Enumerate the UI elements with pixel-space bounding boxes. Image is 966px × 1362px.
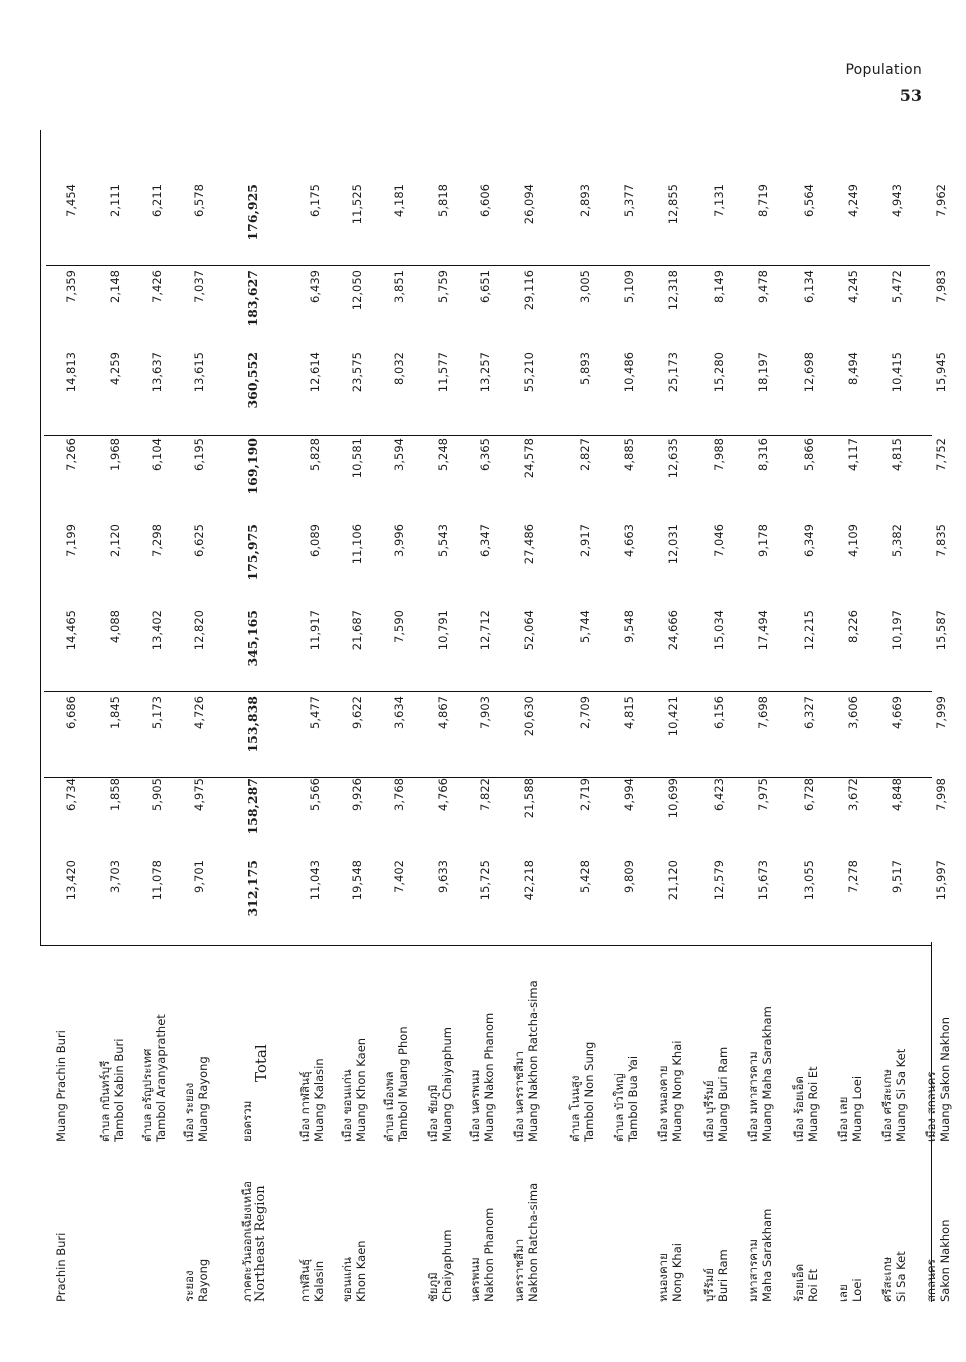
population-value: 14,813: [64, 352, 78, 393]
population-value: 15,587: [934, 610, 948, 651]
province-thai: ร้อยเอ็ด: [792, 1263, 806, 1302]
population-value: 5,828: [308, 438, 322, 471]
district-english: Tambol Aranyaprathet: [154, 1014, 168, 1142]
district-english: Muang Chaiyaphum: [440, 1027, 454, 1142]
population-value: 10,486: [622, 352, 636, 393]
population-table: [40, 130, 952, 1302]
population-value: 7,962: [934, 184, 948, 217]
province-english: Kalasin: [312, 1260, 326, 1302]
population-value: 6,365: [478, 438, 492, 471]
population-value: 5,759: [436, 270, 450, 303]
district-english: Muang Maha Sarakham: [760, 1006, 774, 1142]
population-value: 7,359: [64, 270, 78, 303]
header-rule: [40, 130, 41, 946]
population-value: 3,672: [846, 778, 860, 811]
population-value: 4,848: [890, 778, 904, 811]
population-value: 2,893: [578, 184, 592, 217]
district-thai: เมือง ศรีสะเกษ: [880, 1069, 894, 1142]
population-value: 9,809: [622, 860, 636, 893]
population-value: 6,564: [802, 184, 816, 217]
district-english: Tambol Bua Yai: [626, 1055, 640, 1142]
population-value: 9,926: [350, 778, 364, 811]
population-value: 52,064: [522, 610, 536, 651]
province-thai: หนองคาย: [656, 1253, 670, 1302]
population-value: 6,347: [478, 524, 492, 557]
population-value: 10,415: [890, 352, 904, 393]
population-value: 4,088: [108, 610, 122, 643]
population-value: 7,402: [392, 860, 406, 893]
population-value: 5,109: [622, 270, 636, 303]
district-cell: [512, 934, 540, 1142]
population-value: 345,165: [245, 610, 260, 667]
population-value: 15,673: [756, 860, 770, 901]
province-english: Sakon Nakhon: [938, 1219, 952, 1302]
population-value: 158,287: [245, 778, 260, 835]
population-value: 6,439: [308, 270, 322, 303]
population-value: 3,996: [392, 524, 406, 557]
population-value: 4,994: [622, 778, 636, 811]
population-value: 4,885: [622, 438, 636, 471]
district-thai: เมือง ระยอง: [182, 1082, 196, 1142]
district-english: Muang Nong Khai: [670, 1040, 684, 1142]
population-value: 6,734: [64, 778, 78, 811]
population-value: 12,031: [666, 524, 680, 565]
population-value: 4,726: [192, 696, 206, 729]
province-cell: [512, 1152, 540, 1302]
population-value: 26,094: [522, 184, 536, 225]
population-value: 6,327: [802, 696, 816, 729]
district-thai: เมือง เลย: [836, 1096, 850, 1142]
province-english: Si Sa Ket: [894, 1251, 908, 1302]
district-thai: เมือง กาฬสินธุ์: [298, 1071, 312, 1142]
population-value: 5,566: [308, 778, 322, 811]
district-cell: [468, 934, 496, 1142]
population-value: 21,588: [522, 778, 536, 819]
population-value: 6,104: [150, 438, 164, 471]
population-value: 55,210: [522, 352, 536, 393]
population-value: 3,768: [392, 778, 406, 811]
district-english: Muang Loei: [850, 1075, 864, 1142]
population-value: 12,050: [350, 270, 364, 311]
population-value: 4,259: [108, 352, 122, 385]
district-english: Muang Prachin Buri: [54, 1030, 68, 1142]
population-value: 4,766: [436, 778, 450, 811]
population-value: 4,815: [890, 438, 904, 471]
district-thai: เมือง นครราชสีมา: [512, 1051, 526, 1142]
province-english: Loei: [850, 1278, 864, 1302]
population-value: 7,131: [712, 184, 726, 217]
population-value: 8,149: [712, 270, 726, 303]
population-value: 12,712: [478, 610, 492, 651]
population-value: 7,278: [846, 860, 860, 893]
population-value: 6,423: [712, 778, 726, 811]
district-thai: เมือง สกลนคร: [924, 1071, 938, 1142]
population-value: 8,032: [392, 352, 406, 385]
district-thai: เมือง บุรีรัมย์: [702, 1080, 716, 1142]
population-value: 1,858: [108, 778, 122, 811]
population-value: 11,106: [350, 524, 364, 565]
province-cell: [182, 1152, 210, 1302]
district-thai: ตำบล บัวใหญ่: [612, 1073, 626, 1142]
district-cell: [656, 934, 684, 1142]
population-value: 12,318: [666, 270, 680, 311]
population-value: 2,709: [578, 696, 592, 729]
population-value: 10,197: [890, 610, 904, 651]
population-value: 21,120: [666, 860, 680, 901]
population-value: 7,426: [150, 270, 164, 303]
province-thai: นครราชสีมา: [512, 1238, 526, 1302]
population-value: 15,280: [712, 352, 726, 393]
population-value: 7,454: [64, 184, 78, 217]
province-cell: [426, 1152, 454, 1302]
population-value: 11,525: [350, 184, 364, 225]
population-value: 11,577: [436, 352, 450, 393]
province-cell: [468, 1152, 496, 1302]
population-value: 12,614: [308, 352, 322, 393]
population-value: 24,578: [522, 438, 536, 479]
population-value: 5,818: [436, 184, 450, 217]
population-value: 8,316: [756, 438, 770, 471]
population-value: 4,669: [890, 696, 904, 729]
province-english: Prachin Buri: [54, 1232, 68, 1302]
province-cell: [54, 1152, 68, 1302]
district-english: Muang Nakhon Ratcha-sima: [526, 980, 540, 1142]
district-cell: [240, 934, 268, 1142]
province-english: Nong Khai: [670, 1243, 684, 1302]
population-value: 7,037: [192, 270, 206, 303]
population-value: 9,701: [192, 860, 206, 893]
population-value: 7,822: [478, 778, 492, 811]
population-value: 2,111: [108, 184, 122, 217]
population-value: 153,838: [245, 696, 260, 753]
province-cell: [924, 1152, 952, 1302]
district-cell: [836, 934, 864, 1142]
district-thai: ยอดรวม: [240, 1100, 254, 1142]
province-english: Rayong: [196, 1258, 210, 1302]
district-english: Muang Buri Ram: [716, 1046, 730, 1142]
population-value: 10,581: [350, 438, 364, 479]
district-english: Tambol Muang Phon: [396, 1026, 410, 1142]
population-value: 42,218: [522, 860, 536, 901]
population-value: 4,181: [392, 184, 406, 217]
population-value: 5,893: [578, 352, 592, 385]
district-cell: [702, 934, 730, 1142]
population-value: 2,120: [108, 524, 122, 557]
population-value: 6,134: [802, 270, 816, 303]
population-value: 10,421: [666, 696, 680, 737]
population-value: 17,494: [756, 610, 770, 651]
population-value: 10,699: [666, 778, 680, 819]
population-value: 6,195: [192, 438, 206, 471]
population-value: 11,917: [308, 610, 322, 651]
population-value: 18,197: [756, 352, 770, 393]
district-english: Tambol Kabin Buri: [112, 1038, 126, 1142]
district-english: Muang Si Sa Ket: [894, 1048, 908, 1142]
province-english: Nakhon Phanom: [482, 1207, 496, 1302]
population-value: 1,845: [108, 696, 122, 729]
population-value: 3,634: [392, 696, 406, 729]
population-value: 15,034: [712, 610, 726, 651]
district-cell: [612, 934, 640, 1142]
province-thai: นครพนม: [468, 1257, 482, 1302]
population-value: 312,175: [245, 860, 260, 917]
population-value: 6,625: [192, 524, 206, 557]
province-thai: ภาคตะวันออกเฉียงเหนือ: [240, 1181, 254, 1302]
table-row: [920, 130, 966, 1302]
population-value: 13,420: [64, 860, 78, 901]
population-value: 6,175: [308, 184, 322, 217]
district-cell: [54, 934, 68, 1142]
province-cell: [240, 1152, 268, 1302]
province-thai: ระยอง: [182, 1270, 196, 1302]
population-value: 7,903: [478, 696, 492, 729]
province-cell: [656, 1152, 684, 1302]
population-value: 1,968: [108, 438, 122, 471]
population-value: 6,728: [802, 778, 816, 811]
population-value: 7,698: [756, 696, 770, 729]
population-value: 6,606: [478, 184, 492, 217]
district-english: Muang Khon Kaen: [354, 1037, 368, 1142]
province-thai: เลย: [836, 1284, 850, 1302]
district-english: Muang Rayong: [196, 1056, 210, 1142]
district-english: Muang Roi Et: [806, 1066, 820, 1142]
province-thai: ชัยภูมิ: [426, 1272, 440, 1302]
population-value: 12,635: [666, 438, 680, 479]
population-value: 7,999: [934, 696, 948, 729]
population-value: 6,156: [712, 696, 726, 729]
population-value: 183,627: [245, 270, 260, 327]
population-value: 5,377: [622, 184, 636, 217]
population-value: 4,117: [846, 438, 860, 471]
population-value: 7,752: [934, 438, 948, 471]
population-value: 5,543: [436, 524, 450, 557]
population-value: 4,867: [436, 696, 450, 729]
province-english: Nakhon Ratcha-sima: [526, 1182, 540, 1302]
population-value: 7,298: [150, 524, 164, 557]
district-thai: เมือง หนองคาย: [656, 1065, 670, 1142]
population-value: 2,719: [578, 778, 592, 811]
population-value: 7,983: [934, 270, 948, 303]
population-value: 5,428: [578, 860, 592, 893]
population-value: 6,578: [192, 184, 206, 217]
population-value: 175,975: [245, 524, 260, 581]
population-value: 6,651: [478, 270, 492, 303]
population-value: 7,988: [712, 438, 726, 471]
population-value: 27,486: [522, 524, 536, 565]
province-thai: มหาสารคาม: [746, 1238, 760, 1302]
population-value: 4,663: [622, 524, 636, 557]
population-value: 3,703: [108, 860, 122, 893]
district-cell: [98, 934, 126, 1142]
population-value: 4,245: [846, 270, 860, 303]
province-thai: ขอนแก่น: [340, 1257, 354, 1302]
population-value: 15,945: [934, 352, 948, 393]
population-value: 7,975: [756, 778, 770, 811]
province-cell: [340, 1152, 368, 1302]
population-value: 5,744: [578, 610, 592, 643]
population-value: 4,109: [846, 524, 860, 557]
population-value: 11,043: [308, 860, 322, 901]
population-value: 9,178: [756, 524, 770, 557]
population-value: 21,687: [350, 610, 364, 651]
population-value: 3,606: [846, 696, 860, 729]
district-cell: [140, 934, 168, 1142]
province-thai: ศรีสะเกษ: [880, 1256, 894, 1302]
province-thai: สกลนคร: [924, 1259, 938, 1302]
province-cell: [792, 1152, 820, 1302]
population-value: 10,791: [436, 610, 450, 651]
district-cell: [382, 934, 410, 1142]
population-value: 3,005: [578, 270, 592, 303]
population-value: 7,835: [934, 524, 948, 557]
province-cell: [880, 1152, 908, 1302]
province-cell: [746, 1152, 774, 1302]
population-value: 4,249: [846, 184, 860, 217]
population-value: 176,925: [245, 184, 260, 241]
population-value: 13,257: [478, 352, 492, 393]
population-value: 5,472: [890, 270, 904, 303]
population-value: 7,998: [934, 778, 948, 811]
population-value: 20,630: [522, 696, 536, 737]
population-value: 13,402: [150, 610, 164, 651]
population-value: 15,997: [934, 860, 948, 901]
district-cell: [746, 934, 774, 1142]
population-value: 8,719: [756, 184, 770, 217]
province-english: Khon Kaen: [354, 1240, 368, 1302]
province-thai: บุรีรัมย์: [702, 1268, 716, 1302]
district-cell: [792, 934, 820, 1142]
population-value: 9,478: [756, 270, 770, 303]
population-value: 24,666: [666, 610, 680, 651]
population-value: 14,465: [64, 610, 78, 651]
population-value: 360,552: [245, 352, 260, 409]
population-value: 9,548: [622, 610, 636, 643]
province-cell: [702, 1152, 730, 1302]
population-value: 12,820: [192, 610, 206, 651]
population-value: 5,382: [890, 524, 904, 557]
page-header: [845, 62, 922, 105]
population-value: 4,975: [192, 778, 206, 811]
province-cell: [836, 1152, 864, 1302]
population-value: 7,199: [64, 524, 78, 557]
population-value: 5,905: [150, 778, 164, 811]
province-cell: [298, 1152, 326, 1302]
province-english: Buri Ram: [716, 1249, 730, 1302]
population-value: 12,215: [802, 610, 816, 651]
population-value: 169,190: [245, 438, 260, 495]
population-value: 15,725: [478, 860, 492, 901]
rotated-table-container: [40, 130, 952, 1302]
population-value: 5,173: [150, 696, 164, 729]
population-value: 3,594: [392, 438, 406, 471]
population-value: 7,590: [392, 610, 406, 643]
district-cell: [426, 934, 454, 1142]
district-thai: ตำบล อรัญประเทศ: [140, 1048, 154, 1142]
district-english: Muang Kalasin: [312, 1058, 326, 1142]
population-value: 19,548: [350, 860, 364, 901]
district-cell: [298, 934, 326, 1142]
district-english: Muang Nakon Phanom: [482, 1012, 496, 1142]
district-thai: เมือง มหาสารคาม: [746, 1051, 760, 1142]
district-english: Total: [252, 1044, 270, 1082]
population-value: 3,851: [392, 270, 406, 303]
population-value: 6,349: [802, 524, 816, 557]
district-thai: ตำบล เมืองพล: [382, 1071, 396, 1142]
district-thai: ตำบล กบินทร์บุรี: [98, 1060, 112, 1142]
province-thai: กาฬสินธุ์: [298, 1258, 312, 1302]
province-english: Maha Sarakham: [760, 1208, 774, 1302]
page-header-title: Population: [845, 62, 922, 78]
population-value: 12,698: [802, 352, 816, 393]
population-value: 6,686: [64, 696, 78, 729]
population-value: 6,089: [308, 524, 322, 557]
district-cell: [924, 934, 952, 1142]
population-value: 7,046: [712, 524, 726, 557]
population-value: 11,078: [150, 860, 164, 901]
province-english: Chaiyaphum: [440, 1229, 454, 1302]
district-thai: เมือง ร้อยเอ็ด: [792, 1076, 806, 1142]
page-number: 53: [899, 86, 922, 105]
population-value: 8,226: [846, 610, 860, 643]
population-value: 9,633: [436, 860, 450, 893]
population-value: 13,637: [150, 352, 164, 393]
district-thai: เมือง ชัยภูมิ: [426, 1084, 440, 1142]
province-english: Northeast Region: [253, 1185, 268, 1302]
population-value: 23,575: [350, 352, 364, 393]
population-value: 9,622: [350, 696, 364, 729]
district-cell: [340, 934, 368, 1142]
population-value: 13,055: [802, 860, 816, 901]
population-value: 5,477: [308, 696, 322, 729]
population-value: 2,148: [108, 270, 122, 303]
population-value: 12,855: [666, 184, 680, 225]
district-cell: [568, 934, 596, 1142]
district-english: Muang Sakon Nakhon: [938, 1016, 952, 1142]
district-thai: เมือง ขอนแก่น: [340, 1069, 354, 1142]
population-value: 29,116: [522, 270, 536, 311]
district-thai: ตำบล โนนสูง: [568, 1075, 582, 1142]
population-value: 2,917: [578, 524, 592, 557]
district-english: Tambol Non Sung: [582, 1041, 596, 1142]
province-english: Roi Et: [806, 1268, 820, 1302]
population-value: 4,943: [890, 184, 904, 217]
population-value: 7,266: [64, 438, 78, 471]
population-value: 2,827: [578, 438, 592, 471]
district-cell: [880, 934, 908, 1142]
population-value: 5,866: [802, 438, 816, 471]
population-value: 8,494: [846, 352, 860, 385]
population-value: 9,517: [890, 860, 904, 893]
district-thai: เมือง นครพนม: [468, 1069, 482, 1142]
population-value: 4,815: [622, 696, 636, 729]
population-value: 5,248: [436, 438, 450, 471]
district-cell: [182, 934, 210, 1142]
population-value: 6,211: [150, 184, 164, 217]
population-value: 13,615: [192, 352, 206, 393]
population-value: 25,173: [666, 352, 680, 393]
population-value: 12,579: [712, 860, 726, 901]
